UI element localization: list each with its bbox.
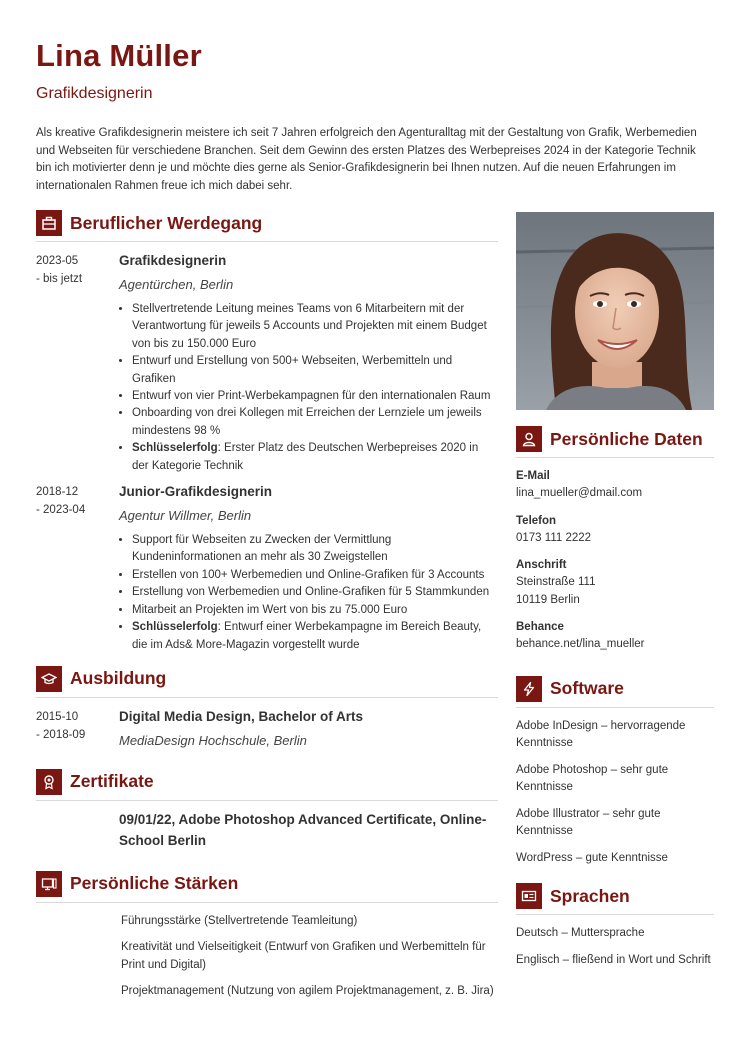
education-header bbox=[36, 666, 498, 698]
email-value[interactable]: lina_mueller@dmail.com bbox=[516, 487, 643, 499]
software-item: Adobe Photoshop – sehr gute Kenntnisse bbox=[516, 763, 669, 793]
languages-header bbox=[516, 883, 714, 915]
person-icon bbox=[516, 426, 542, 452]
education-section bbox=[36, 666, 498, 757]
school-name: MediaDesign Hochschule, Berlin bbox=[119, 732, 307, 748]
education-date-end: - 2018-09 bbox=[36, 728, 86, 741]
languages-section bbox=[516, 883, 714, 969]
key-achievement-label: Schlüsselerfolg bbox=[132, 621, 218, 634]
software-header bbox=[516, 676, 714, 708]
sidebar-column bbox=[516, 212, 714, 978]
phone-value[interactable]: 0173 111 2222 bbox=[516, 531, 592, 544]
education-body bbox=[119, 708, 498, 757]
job-bullet: • Entwurf und Erstellung von 500+ Webseiten, Werbemitteln und Grafiken bbox=[132, 353, 498, 388]
job-date bbox=[36, 483, 119, 654]
candidate-title: Grafikdesignerin bbox=[36, 85, 153, 102]
job-bullet: • Erstellung von Werbemedien und Online-Grafiken für 5 Stammkunden bbox=[132, 584, 498, 601]
award-icon bbox=[36, 769, 62, 795]
languages-heading: Sprachen bbox=[550, 885, 630, 906]
strengths-section bbox=[36, 871, 498, 1001]
job-bullet: • Support für Webseiten zu Zwecken der Vermittlung Kundeninformationen an mehr als 30 Zweigstellen bbox=[132, 532, 498, 567]
behance-block bbox=[516, 619, 714, 654]
briefcase-icon bbox=[36, 210, 62, 236]
lightning-icon bbox=[516, 676, 542, 702]
software-item: Adobe Illustrator – sehr gute Kenntnisse bbox=[516, 807, 661, 837]
job-date-end: - bis jetzt bbox=[36, 273, 83, 285]
profile-summary: Als kreative Grafikdesignerin meistere ich seit 7 Jahren erfolgreich den Agenturalltag mit der Gestaltung von Grafik, Werbemedien und Webseiten für verschiedene Branchen. Seit dem Gewinn des ersten Platzes des Werbepreises 2024 in der Kategorie Technik bin ich motivierter denn je und möchte dies gerne als Senior-Grafikdesignerin bei Ihnen nutzen. Auf die neuen Erfahrungen im internationalen Rahmen freue ich mich dabei sehr. bbox=[36, 127, 697, 192]
software-item: WordPress – gute Kenntnisse bbox=[516, 851, 668, 864]
experience-header bbox=[36, 210, 498, 242]
certificates-header bbox=[36, 769, 498, 801]
key-achievement-text: : Entwurf einer Werbekampagne im Bereich Beauty, die im Ads& More-Magazin vorgestellt wurde bbox=[132, 621, 482, 651]
job-bullet: • Mitarbeit an Projekten im Wert von bis zu 75.000 Euro bbox=[132, 602, 498, 619]
certificates-heading: Zertifikate bbox=[70, 771, 154, 792]
phone-label: Telefon bbox=[516, 514, 557, 527]
experience-heading: Beruflicher Werdegang bbox=[70, 212, 263, 233]
software-item: Adobe InDesign – hervorragende Kenntnisse bbox=[516, 719, 686, 749]
software-section bbox=[516, 676, 714, 868]
personal-data-section bbox=[516, 426, 714, 654]
job-key-achievement bbox=[132, 440, 498, 475]
job-entry bbox=[36, 252, 498, 475]
address-line: Steinstraße 111 bbox=[516, 576, 596, 588]
email-block bbox=[516, 468, 714, 503]
job-bullet: • Entwurf von vier Print-Werbekampagnen für den internationalen Raum bbox=[132, 388, 498, 405]
job-date-start: 2023-05 bbox=[36, 255, 79, 267]
job-bullet: • Erstellen von 100+ Werbemedien und Online-Grafiken für 3 Accounts bbox=[132, 567, 498, 584]
strength-item: Kreativität und Vielseitigkeit (Entwurf von Grafiken und Werbemitteln für Print und Digital) bbox=[121, 941, 486, 971]
education-date bbox=[36, 708, 119, 757]
main-column bbox=[36, 210, 498, 1010]
job-bullets bbox=[119, 532, 498, 654]
personal-data-header bbox=[516, 426, 714, 458]
job-date-start: 2018-12 bbox=[36, 486, 79, 499]
address-block bbox=[516, 557, 714, 609]
job-employer: Agentur Willmer, Berlin bbox=[119, 508, 252, 524]
behance-label: Behance bbox=[516, 621, 564, 633]
strength-item: Projektmanagement (Nutzung von agilem Projektmanagement, z. B. Jira) bbox=[121, 985, 494, 998]
strengths-heading: Persönliche Stärken bbox=[70, 873, 239, 894]
address-line: 10119 Berlin bbox=[516, 593, 580, 606]
job-entry bbox=[36, 483, 498, 654]
strengths-header bbox=[36, 871, 498, 903]
job-title: Junior-Grafikdesignerin bbox=[119, 484, 273, 500]
job-employer: Agentürchen, Berlin bbox=[119, 277, 234, 292]
job-date-end: - 2023-04 bbox=[36, 504, 86, 517]
monitor-icon bbox=[36, 871, 62, 897]
certificate-item: 09/01/22, Adobe Photoshop Advanced Certificate, Online-School Berlin bbox=[119, 811, 487, 848]
job-bullet: • Onboarding von drei Kollegen mit Erreichen der Lernziele um jeweils mindestens 98 % bbox=[132, 405, 498, 440]
strengths-list bbox=[36, 913, 498, 1001]
job-key-achievement bbox=[132, 619, 498, 654]
degree-title: Digital Media Design, Bachelor of Arts bbox=[119, 708, 364, 724]
experience-section bbox=[36, 210, 498, 654]
strength-item: Führungsstärke (Stellvertretende Teamleitung) bbox=[121, 914, 358, 927]
education-date-start: 2015-10 bbox=[36, 710, 79, 723]
graduation-cap-icon bbox=[36, 666, 62, 692]
behance-link[interactable]: behance.net/lina_mueller bbox=[516, 638, 645, 650]
certificates-section bbox=[36, 769, 498, 851]
job-body bbox=[119, 483, 498, 654]
education-heading: Ausbildung bbox=[70, 668, 167, 689]
language-card-icon bbox=[516, 883, 542, 909]
software-heading: Software bbox=[550, 678, 624, 698]
job-body bbox=[119, 252, 498, 475]
job-date bbox=[36, 252, 119, 475]
candidate-name: Lina Müller bbox=[36, 38, 202, 73]
address-label: Anschrift bbox=[516, 559, 567, 571]
key-achievement-text: : Erster Platz des Deutschen Werbepreises 2020 in der Kategorie Technik bbox=[132, 442, 479, 472]
job-title: Grafikdesignerin bbox=[119, 253, 227, 268]
key-achievement-label: Schlüsselerfolg bbox=[132, 442, 218, 455]
profile-photo bbox=[516, 212, 714, 410]
language-item: Deutsch – Muttersprache bbox=[516, 927, 645, 939]
education-entry bbox=[36, 708, 498, 757]
language-item: Englisch – fließend in Wort und Schrift bbox=[516, 953, 711, 966]
phone-block bbox=[516, 513, 714, 548]
job-bullets bbox=[119, 301, 498, 475]
email-label: E-Mail bbox=[516, 470, 550, 482]
personal-data-heading: Persönliche Daten bbox=[550, 428, 703, 449]
job-bullet: • Stellvertretende Leitung meines Teams von 6 Mitarbeitern mit der Verantwortung für jeweils 5 Accounts und Projekten mit einem Budget von bis zu 150.000 Euro bbox=[132, 301, 498, 353]
